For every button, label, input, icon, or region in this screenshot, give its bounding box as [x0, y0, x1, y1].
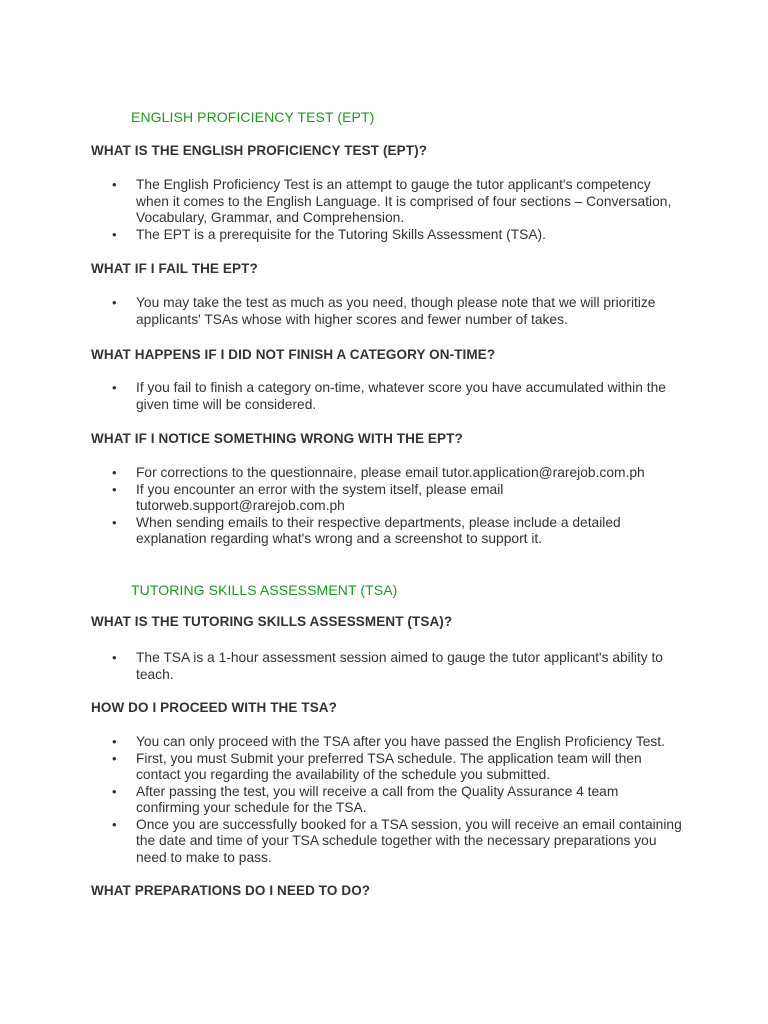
- list-item: • You can only proceed with the TSA after you have passed the English Proficiency Test.: [112, 734, 665, 749]
- bullet-icon: •: [112, 295, 117, 310]
- list-item: • You may take the test as much as you need, though please note that we will prioritize applicants' TSAs whose with higher scores and fewer number of takes.: [112, 295, 656, 327]
- tsa-what-is-list: [112, 650, 682, 683]
- list-item: • After passing the test, you will receive a call from the Quality Assurance 4 team confirming your schedule for the TSA.: [112, 783, 619, 815]
- ept-question-wrong: WHAT IF I NOTICE SOMETHING WRONG WITH THE EPT?: [91, 431, 463, 446]
- bullet-icon: •: [112, 650, 117, 665]
- bullet-icon: •: [112, 514, 117, 530]
- ept-wrong-list: [112, 465, 682, 548]
- list-item: • Once you are successfully booked for a TSA session, you will receive an email containing the date and time of your TSA schedule together with the necessary preparations you need to make to pass.: [112, 816, 682, 865]
- bullet-icon: •: [112, 816, 117, 832]
- list-item: • If you fail to finish a category on-time, whatever score you have accumulated within the given time will be considered.: [112, 380, 666, 412]
- list-item: • When sending emails to their respective departments, please include a detailed explanation regarding what's wrong and a screenshot to support it.: [112, 514, 621, 546]
- ept-question-what-is: WHAT IS THE ENGLISH PROFICIENCY TEST (EPT)?: [91, 143, 428, 158]
- tsa-section-title: TUTORING SKILLS ASSESSMENT (TSA): [131, 582, 398, 598]
- ept-section-title: ENGLISH PROFICIENCY TEST (EPT): [131, 109, 375, 125]
- tsa-question-what-is: WHAT IS THE TUTORING SKILLS ASSESSMENT (TSA)?: [91, 614, 453, 629]
- bullet-icon: •: [112, 734, 117, 749]
- ept-not-finish-list: [112, 380, 682, 413]
- ept-fail-list: [112, 295, 682, 328]
- bullet-icon: •: [112, 481, 117, 497]
- list-item: • The TSA is a 1-hour assessment session aimed to gauge the tutor applicant's ability to teach.: [112, 650, 663, 682]
- ept-question-fail: WHAT IF I FAIL THE EPT?: [91, 261, 258, 276]
- ept-question-not-finish: WHAT HAPPENS IF I DID NOT FINISH A CATEGORY ON-TIME?: [91, 347, 496, 362]
- list-item: • The English Proficiency Test is an attempt to gauge the tutor applicant's competency when it comes to the English Language. It is comprised of four sections – Conversation, Vocabulary, Grammar, and Comprehension.: [112, 177, 672, 225]
- tsa-question-proceed: HOW DO I PROCEED WITH THE TSA?: [91, 700, 337, 715]
- bullet-icon: •: [112, 465, 117, 480]
- bullet-icon: •: [112, 380, 117, 395]
- tsa-question-preparations: WHAT PREPARATIONS DO I NEED TO DO?: [91, 883, 371, 898]
- tsa-proceed-list: [112, 734, 682, 866]
- bullet-icon: •: [112, 783, 117, 799]
- list-item: • The EPT is a prerequisite for the Tutoring Skills Assessment (TSA).: [112, 226, 546, 242]
- list-item: • If you encounter an error with the system itself, please email tutorweb.support@rarejob.com.ph: [112, 481, 504, 513]
- list-item: • For corrections to the questionnaire, please email tutor.application@rarejob.com.ph: [112, 465, 645, 480]
- list-item: • First, you must Submit your preferred TSA schedule. The application team will then contact you regarding the availability of the schedule you submitted.: [112, 750, 642, 782]
- bullet-icon: •: [112, 226, 117, 242]
- bullet-icon: •: [112, 750, 117, 766]
- bullet-icon: •: [112, 177, 117, 192]
- ept-what-is-list: [112, 177, 682, 243]
